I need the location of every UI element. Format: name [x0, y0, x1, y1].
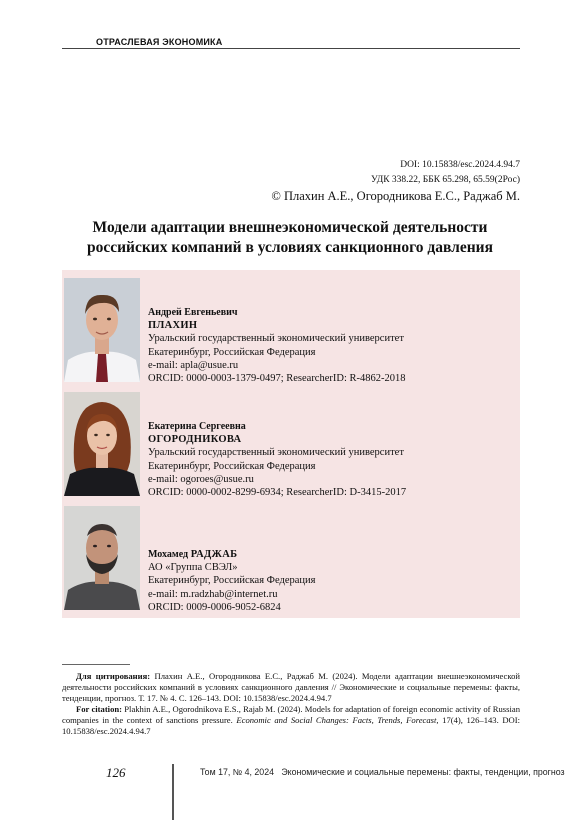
citation-en-text: Plakhin A.E., Ogorodnikova E.S., Rajab M. (2024). Models for adaptation of foreign economic activity of Russian companies in the context of sanctions pressure.	[62, 704, 520, 725]
citation-en-journal: Economic and Social Changes: Facts, Trends, Forecast	[236, 714, 437, 725]
citation-en-tail: , 17(4), 126–143. DOI: 10.15838/esc.2024.4.94.7	[62, 714, 521, 736]
citation-ru-text: Плахин А.Е., Огородникова Е.С., Раджаб М. (2024). Модели адаптации внешнеэкономической деятельности российских компаний в условиях санкционного давления // Экономические и социальные перемены: факты, тенденции, прогноз. Т. 17. № 4. С. 126–143. DOI: 10.15838/esc.2024.4.94.7	[62, 671, 520, 703]
footer-divider	[172, 764, 174, 820]
author-photo	[64, 278, 140, 382]
author-email: e-mail: m.radzhab@internet.ru	[148, 588, 278, 600]
citation-en-label: For citation:	[76, 704, 123, 714]
citation-ru-label: Для цитирования:	[76, 671, 151, 681]
author-name: Мохамед	[148, 549, 189, 560]
authors-panel	[62, 270, 520, 618]
doi-line: DOI: 10.15838/esc.2024.4.94.7	[400, 160, 520, 170]
footer-journal-line	[200, 767, 565, 777]
author-photo	[64, 506, 140, 610]
author-city: Екатеринбург, Российская Федерация	[148, 460, 316, 472]
author-ids: ORCID: 0000-0002-8299-6934; ResearcherID: D-3415-2017	[148, 487, 407, 499]
author-name: Екатерина Сергеевна	[148, 421, 246, 432]
footer-issue: Том 17, № 4, 2024	[200, 767, 274, 777]
udk-line: УДК 338.22, ББК 65.298, 65.59(2Рос)	[370, 175, 520, 185]
copyright-line: © Плахин А.Е., Огородникова Е.С., Раджаб М.	[271, 189, 520, 203]
author-photo	[64, 392, 140, 496]
author-surname: ОГОРОДНИКОВА	[148, 434, 242, 446]
author-city: Екатеринбург, Российская Федерация	[148, 575, 316, 587]
author-ids: ORCID: 0009-0006-9052-6824	[148, 601, 281, 613]
author-ids: ORCID: 0000-0003-1379-0497; ResearcherID: R-4862-2018	[148, 373, 406, 385]
author-email: e-mail: ogoroes@usue.ru	[148, 473, 254, 485]
author-affiliation: Уральский государственный экономический университет	[148, 333, 404, 345]
author-surname: РАДЖАБ	[190, 549, 238, 560]
citation-ru	[62, 671, 520, 703]
author-details	[148, 306, 518, 385]
author-affiliation: АО «Группа СВЭЛ»	[148, 562, 238, 574]
author-city: Екатеринбург, Российская Федерация	[148, 346, 316, 358]
article-title: Модели адаптации внешнеэкономической деятельности российских компаний в условиях санкционного давления	[87, 219, 493, 256]
author-details	[148, 548, 518, 614]
author-email: e-mail: apla@usue.ru	[148, 359, 239, 371]
author-surname: ПЛАХИН	[148, 320, 198, 332]
author-name: Андрей Евгеньевич	[148, 307, 238, 318]
author-affiliation: Уральский государственный экономический университет	[148, 447, 404, 459]
footer-journal: Экономические и социальные перемены: факты, тенденции, прогноз	[281, 767, 565, 777]
author-details	[148, 420, 518, 499]
section-header: ОТРАСЛЕВАЯ ЭКОНОМИКА	[96, 37, 223, 47]
page-number: 126	[106, 765, 126, 780]
header-rule	[62, 48, 520, 49]
citation-en	[62, 704, 520, 736]
footnote-rule	[62, 664, 130, 665]
